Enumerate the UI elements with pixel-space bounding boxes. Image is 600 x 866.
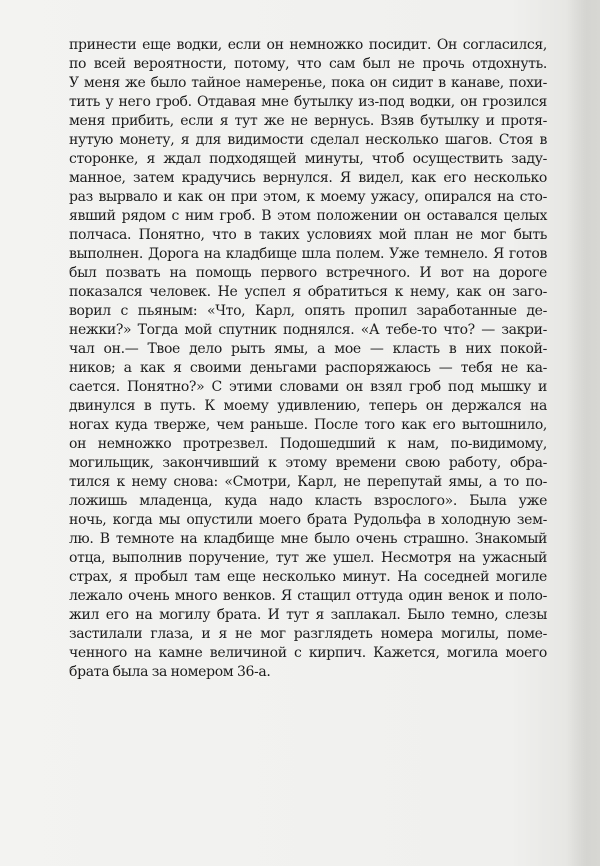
text-line: тился к нему снова: «Смотри, Карл, не перепутай ямы, а то по- bbox=[69, 474, 547, 490]
text-line: явший рядом с ним гроб. В этом положении он оставался целых bbox=[69, 208, 547, 224]
text-line: чал он.— Твое дело рыть ямы, а мое — класть в них покой- bbox=[69, 341, 547, 357]
text-line: был позвать на помощь первого встречного. И вот на дороге bbox=[69, 265, 547, 281]
text-line: выполнен. Дорога на кладбище шла полем. Уже темнело. Я готов bbox=[69, 246, 547, 262]
text-line: ворил с пьяным: «Что, Карл, опять пропил заработанные де- bbox=[69, 303, 547, 319]
text-line: принести еще водки, если он немножко посидит. Он согласился, bbox=[69, 37, 547, 53]
text-line: раз вырвало и как он при этом, к моему ужасу, опирался на сто- bbox=[69, 189, 547, 205]
text-line: по всей вероятности, потому, что сам был не прочь отдохнуть. bbox=[69, 56, 547, 72]
text-line: застилали глаза, и я не мог разглядеть номера могилы, поме- bbox=[69, 626, 547, 642]
text-line: ложишь младенца, куда надо класть взрослого». Была уже bbox=[69, 493, 547, 509]
text-line: страх, я пробыл там еще несколько минут. На соседней могиле bbox=[69, 569, 547, 585]
text-line: сторонке, я ждал подходящей минуты, чтоб осуществить заду- bbox=[69, 151, 547, 167]
text-line: манное, затем крадучись вернулся. Я видел, как его несколько bbox=[69, 170, 547, 186]
text-line: лежало очень много венков. Я стащил оттуда один венок и поло- bbox=[69, 588, 547, 604]
text-line: ночь, когда мы опустили моего брата Рудольфа в холодную зем- bbox=[69, 512, 547, 528]
text-line: показался человек. Не успел я обратиться к нему, как он заго- bbox=[69, 284, 547, 300]
text-line: он немножко протрезвел. Подошедший к нам, по-видимому, bbox=[69, 436, 547, 452]
text-line: сается. Понятно?» С этими словами он взял гроб под мышку и bbox=[69, 379, 547, 395]
text-line: нежки?» Тогда мой спутник поднялся. «А тебе-то что? — закри- bbox=[69, 322, 547, 338]
text-line: могильщик, закончивший к этому времени свою работу, обра- bbox=[69, 455, 547, 471]
text-line: ченного на камне величиной с кирпич. Кажется, могила моего bbox=[69, 645, 547, 661]
text-line: полчаса. Понятно, что в таких условиях мой план не мог быть bbox=[69, 227, 547, 243]
page-edge-shadow bbox=[566, 0, 600, 866]
text-line: отца, выполнив поручение, тут же ушел. Несмотря на ужасный bbox=[69, 550, 547, 566]
text-line: тить у него гроб. Отдавая мне бутылку из-под водки, он грозился bbox=[69, 94, 547, 110]
text-line: нутую монету, я для видимости сделал несколько шагов. Стоя в bbox=[69, 132, 547, 148]
text-line: У меня же было тайное намеренье, пока он сидит в канаве, похи- bbox=[69, 75, 547, 91]
text-line: жил его на могилу брата. И тут я заплакал. Было темно, слезы bbox=[69, 607, 547, 623]
text-line: ников; а как я своими деньгами распоряжаюсь — тебя не ка- bbox=[69, 360, 547, 376]
body-text bbox=[69, 36, 547, 682]
text-line: меня прибить, если я тут же не вернусь. Взяв бутылку и протя- bbox=[69, 113, 547, 129]
text-line: ногах куда тверже, чем раньше. После того как его вытошнило, bbox=[69, 417, 547, 433]
text-line: двинулся в путь. К моему удивлению, теперь он держался на bbox=[69, 398, 547, 414]
text-line-last: брата была за номером 36-а. bbox=[69, 664, 271, 680]
text-line: лю. В темноте на кладбище мне было очень страшно. Знакомый bbox=[69, 531, 547, 547]
